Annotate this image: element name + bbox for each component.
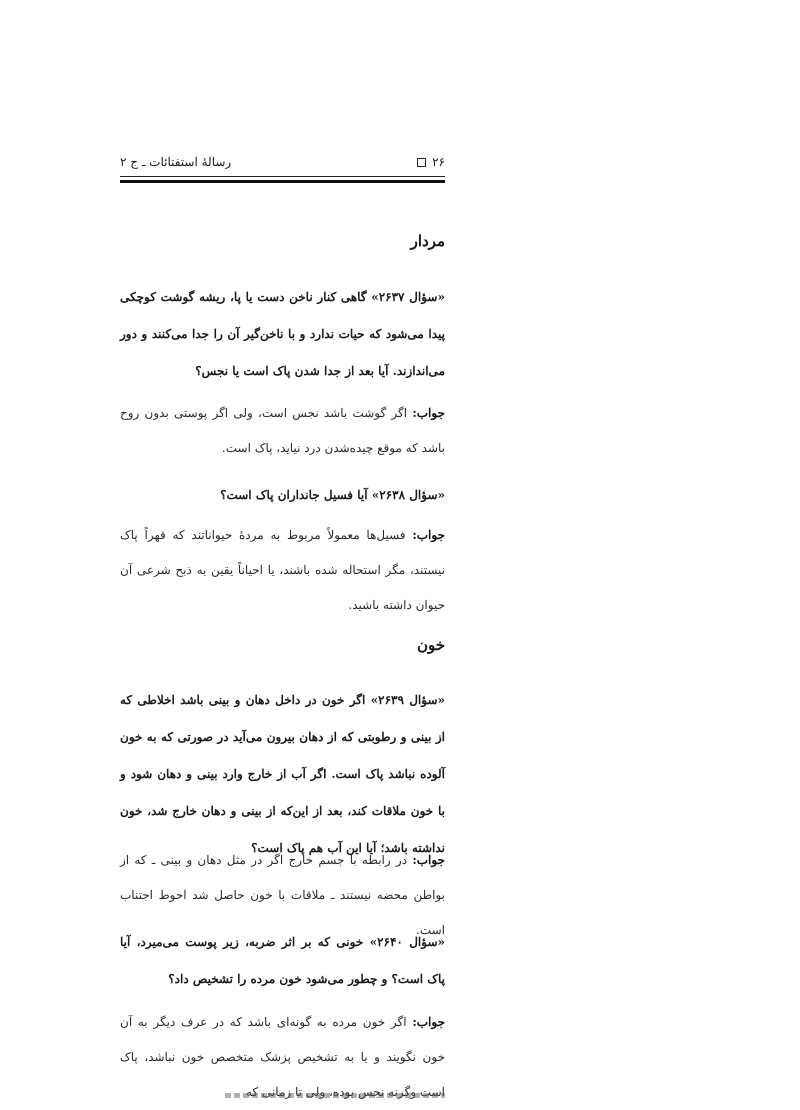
answer-text: اگر خون مرده به گونه‌ای باشد که در عرف دیگر به آن خون نگویند و یا به تشخیص پزشک متخصص خون نباشد، پاک است وگرنه نجس بوده، ولی تا زمانی که (120, 1015, 445, 1099)
question-2638: «سؤال ۲۶۳۸» آیا فسیل جانداران پاک است؟ (220, 488, 445, 502)
book-title: رسالۀ استفتائات ـ ج ۲ (120, 155, 232, 169)
section-heading: مردار (410, 232, 445, 250)
answer-label: جواب: (412, 406, 445, 420)
answer-text: در رابطه با جسم خارج اگر در مثل دهان و بینی ـ که از بواطن محضه نیستند ـ ملاقات با خون حاصل شد احوط اجتناب است. (120, 853, 445, 937)
question-2637: «سؤال ۲۶۳۷» گاهی کنار ناخن دست یا پا، ریشه گوشت کوچکی پیدا می‌شود که حیات ندارد و با ناخن‌گیر آن را جدا می‌کنند و دور می‌اندازند. آیا بعد از جدا شدن پاک است یا نجس؟ (120, 290, 445, 378)
question-2640: «سؤال ۲۶۴۰» خونی که بر اثر ضربه، زیر پوست می‌میرد، آیا پاک است؟ و چطور می‌شود خون مرده را تشخیص داد؟ (120, 935, 445, 986)
cut-off-text-line (120, 1086, 445, 1100)
section-heading: خون (416, 636, 445, 654)
question-2639: «سؤال ۲۶۳۹» اگر خون در داخل دهان و بینی باشد اخلاطی که از بینی و رطوبتی که از دهان بیرون می‌آید در صورتی که به خون آلوده نباشد پاک است. اگر آب از خارج وارد بینی و دهان شود و با خون ملاقات کند، بعد از این‌که از بینی و دهان خارج شد، خون نداشته باشد؛ آیا این آب هم پاک است؟ (120, 693, 446, 855)
answer-label: جواب: (412, 528, 445, 542)
answer-2637 (120, 396, 445, 466)
header-rule-thin (120, 176, 445, 177)
answer-label: جواب: (412, 853, 445, 867)
answer-label: جواب: (412, 1015, 445, 1029)
running-header (120, 152, 445, 172)
answer-2638 (120, 518, 445, 623)
square-bullet-icon (417, 158, 426, 167)
answer-text: اگر گوشت باشد نجس است، ولی اگر پوستی بدون روح باشد که موقع چیده‌شدن درد نیاید، پاک است. (120, 406, 445, 455)
page-number-group (417, 155, 445, 169)
answer-text: فسیل‌ها معمولاً مربوط به مردۀ حیواناتند که قهراً پاک نیستند، مگر استحاله شده باشند، یا احیاناً یقین به ذبح شرعی آن حیوان داشته باشید. (120, 528, 445, 612)
header-rule-thick (120, 180, 445, 183)
book-page (120, 0, 445, 1100)
page-number: ۲۶ (432, 155, 445, 169)
